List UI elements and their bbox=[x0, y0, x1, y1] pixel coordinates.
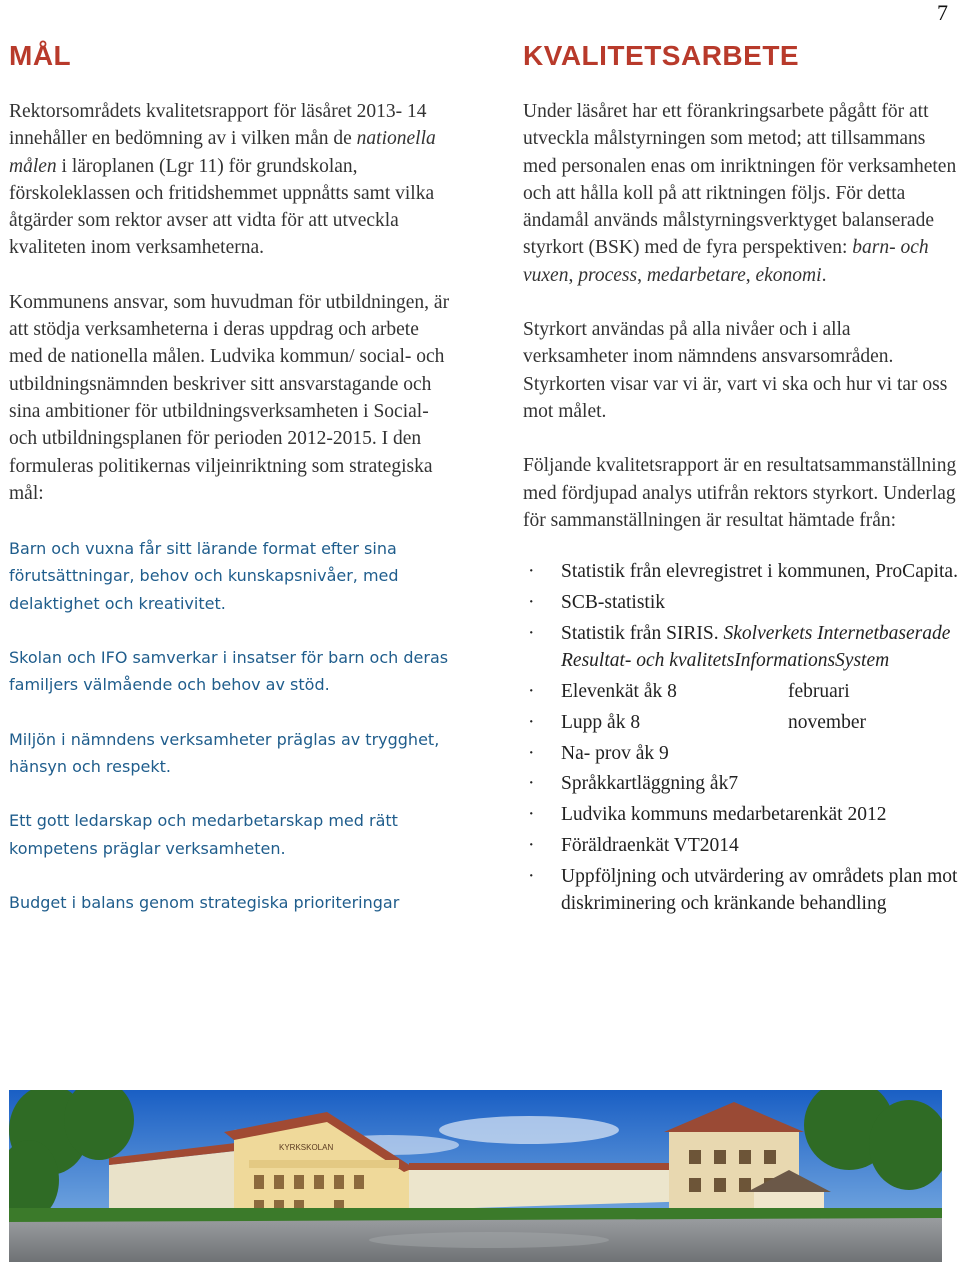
goals-heading: MÅL bbox=[9, 40, 72, 71]
list-item: · Ludvika kommuns medarbetarenkät 2012 bbox=[528, 804, 887, 826]
strategic-goal-5: Budget i balans genom strategiska prioriteringar bbox=[9, 892, 400, 912]
list-item: · Na- prov åk 9 bbox=[528, 742, 669, 764]
school-sign: KYRKSKOLAN bbox=[279, 1143, 334, 1152]
list-item: · Statistik från SIRIS. Skolverkets Internetbaserade Resultat- och kvalitetsInformationsSystem bbox=[528, 622, 951, 672]
intro-italic: nationella målen bbox=[9, 128, 436, 177]
strategic-goal-1: Barn och vuxna får sitt lärande format efter sina förutsättningar, behov och kunskapsnivåer, med delaktighet och kreativitet. bbox=[9, 539, 399, 613]
strategic-goal-4: Ett gott ledarskap och medarbetarskap med rätt kompetens präglar verksamheten. bbox=[9, 811, 398, 858]
intro-paragraph: Rektorsområdets kvalitetsrapport för läsåret 2013- 14 innehåller en bedömning av i vilken mån de nationella målen i läroplanen (Lgr 11) för grundskolan, förskoleklassen och fritidshemmet uppnåtts samt vilka åtgärder som rektor avser att vidta för att utveckla kvaliteten inom verksamheterna. bbox=[9, 101, 436, 259]
source-list bbox=[523, 558, 960, 918]
strategic-goal-2: Skolan och IFO samverkar i insatser för barn och deras familjers välmående och behov av stöd. bbox=[9, 648, 449, 695]
strategic-goal-3: Miljön i nämndens verksamheter präglas av trygghet, hänsyn och respekt. bbox=[9, 729, 440, 776]
list-item: · Föräldraenkät VT2014 bbox=[528, 835, 739, 857]
list-item: · Elevenkät åk 8 februari bbox=[528, 681, 850, 703]
quality-paragraph-3: Följande kvalitetsrapport är en resultatsammanställning med fördjupad analys utifrån rektors styrkort. Underlag för sammanställningen är resultat hämtade från: bbox=[523, 455, 957, 531]
list-item: · Lupp åk 8 november bbox=[528, 711, 866, 733]
page-number: 7 bbox=[937, 0, 948, 25]
quality-paragraph-2: Styrkort användas på alla nivåer och i alla verksamheter inom nämndens ansvarsområden. Styrkorten visar var vi är, vart vi ska och hur vi tar oss mot målet. bbox=[523, 319, 948, 422]
school-panorama-photo bbox=[9, 1090, 942, 1262]
quality-work-heading: KVALITETSARBETE bbox=[523, 40, 800, 71]
list-item: · Statistik från elevregistret i kommunen, ProCapita. bbox=[528, 561, 958, 583]
list-item: · SCB-statistik bbox=[528, 591, 666, 613]
right-column bbox=[523, 40, 960, 921]
quality-paragraph-1: Under läsåret har ett förankringsarbete pågått för att utveckla målstyrningen som metod; att tillsammans med personalen enas om inriktningen för verksamheten och att hålla koll på att riktningen följs. För detta ändamål används målstyrningsverktyget balanserade styrkort (BSK) med de fyra perspektiven: barn- och vuxen, process, medarbetare, ekonomi. bbox=[523, 101, 957, 286]
list-item: · Uppföljning och utvärdering av områdets plan mot diskriminering och kränkande behandling bbox=[528, 865, 958, 915]
responsibility-paragraph: Kommunens ansvar, som huvudman för utbildningen, är att stödja verksamheterna i deras uppdrag och arbete med de nationella målen. Ludvika kommun/ social- och utbildningsnämnden beskriver sitt ansvarstagande och sina ambitioner för utbildningsverksamheten i Social- och utbildningsplanen för perioden 2012-2015. I den formuleras politikernas viljeinriktning som strategiska mål: bbox=[9, 291, 450, 504]
left-column bbox=[9, 40, 454, 943]
list-item: · Språkkartläggning åk7 bbox=[528, 773, 739, 795]
